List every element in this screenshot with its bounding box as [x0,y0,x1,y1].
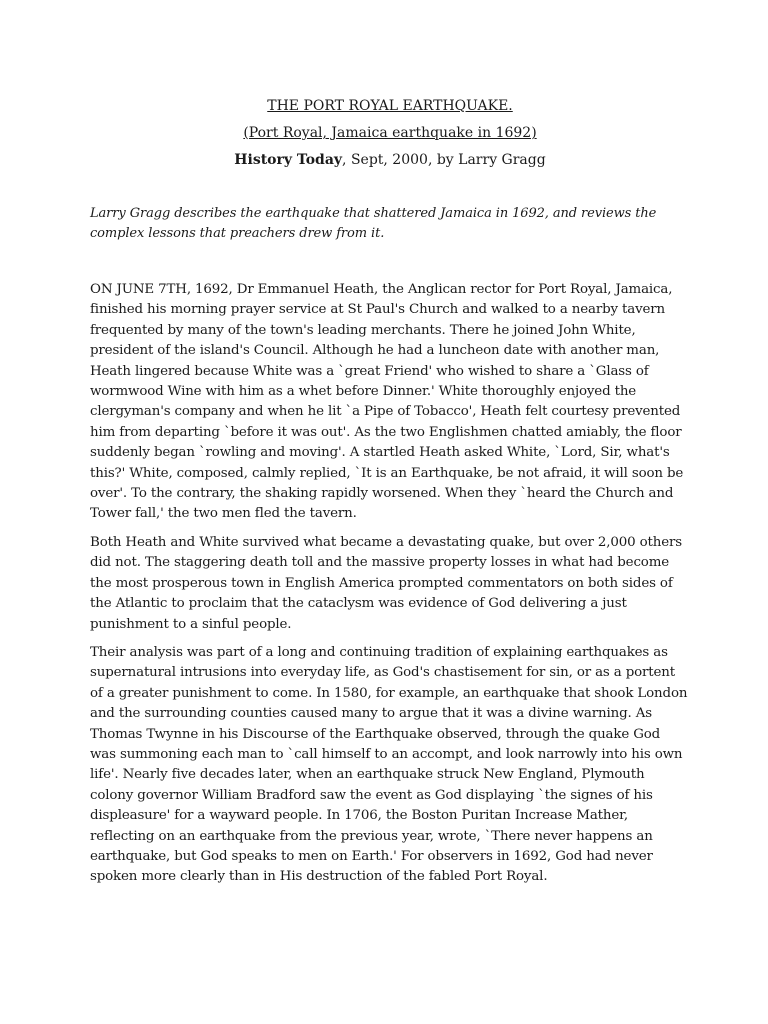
paragraph-3: Their analysis was part of a long and continuing tradition of explaining earthquakes as supernatural intrusions into everyday life, as God's chastisement for sin, or as a portent of a greater punishment to come. In 1580, for example, an earthquake that shook London and the surrounding counties caused many to argue that it was a divine warning. As Thomas Twynne in his Discourse of the Earthquake observed, through the quake God was summoning each man to `call himself to an accompt, and look narrowly into his own life'. Nearly five decades later, when an earthquake struck New England, Plymouth colony governor William Bradford saw the event as God displaying `the signes of his displeasure' for a wayward people. In 1706, the Boston Puritan Increase Mather, reflecting on an earthquake from the previous year, wrote, `There never happens an earthquake, but God speaks to men on Earth.' For observers in 1692, God had never spoken more clearly than in His destruction of the fabled Port Royal. [90,644,688,885]
paragraph-2: Both Heath and White survived what became a devastating quake, but over 2,000 others did not. The staggering death toll and the massive property losses in what had become the most prosperous town in English America prompted commentators on both sides of the Atlantic to proclaim that the cataclysm was evidence of God delivering a just punishment to a sinful people. [90,534,682,632]
document-page [90,96,690,896]
source-publication: History Today [234,152,343,168]
page-title: THE PORT ROYAL EARTHQUAKE. [267,98,513,114]
intro-text: Larry Gragg describes the earthquake that shattered Jamaica in 1692, and reviews the complex lessons that preachers drew from it. [90,206,657,241]
source-details: , Sept, 2000, by Larry Gragg [342,152,546,168]
page-subtitle: (Port Royal, Jamaica earthquake in 1692) [243,125,537,141]
source-line [90,150,690,170]
paragraph-1: ON JUNE 7TH, 1692, Dr Emmanuel Heath, the Anglican rector for Port Royal, Jamaica, finished his morning prayer service at St Paul's Church and walked to a nearby tavern frequented by many of the town's leading merchants. There he joined John White, president of the island's Council. Although he had a luncheon date with another man, Heath lingered because White was a `great Friend' who wished to share a `Glass of wormwood Wine with him as a whet before Dinner.' White thoroughly enjoyed the clergyman's company and when he lit `a Pipe of Tobacco', Heath felt courtesy prevented him from departing `before it was out'. As the two Englishmen chatted amiably, the floor suddenly began `rowling and moving'. A startled Heath asked White, `Lord, Sir, what's this?' White, composed, calmly replied, `It is an Earthquake, be not afraid, it will soon be over'. To the contrary, the shaking rapidly worsened. When they `heard the Church and Tower fall,' the two men fled the tavern. [90,282,684,522]
article-body [90,280,690,888]
